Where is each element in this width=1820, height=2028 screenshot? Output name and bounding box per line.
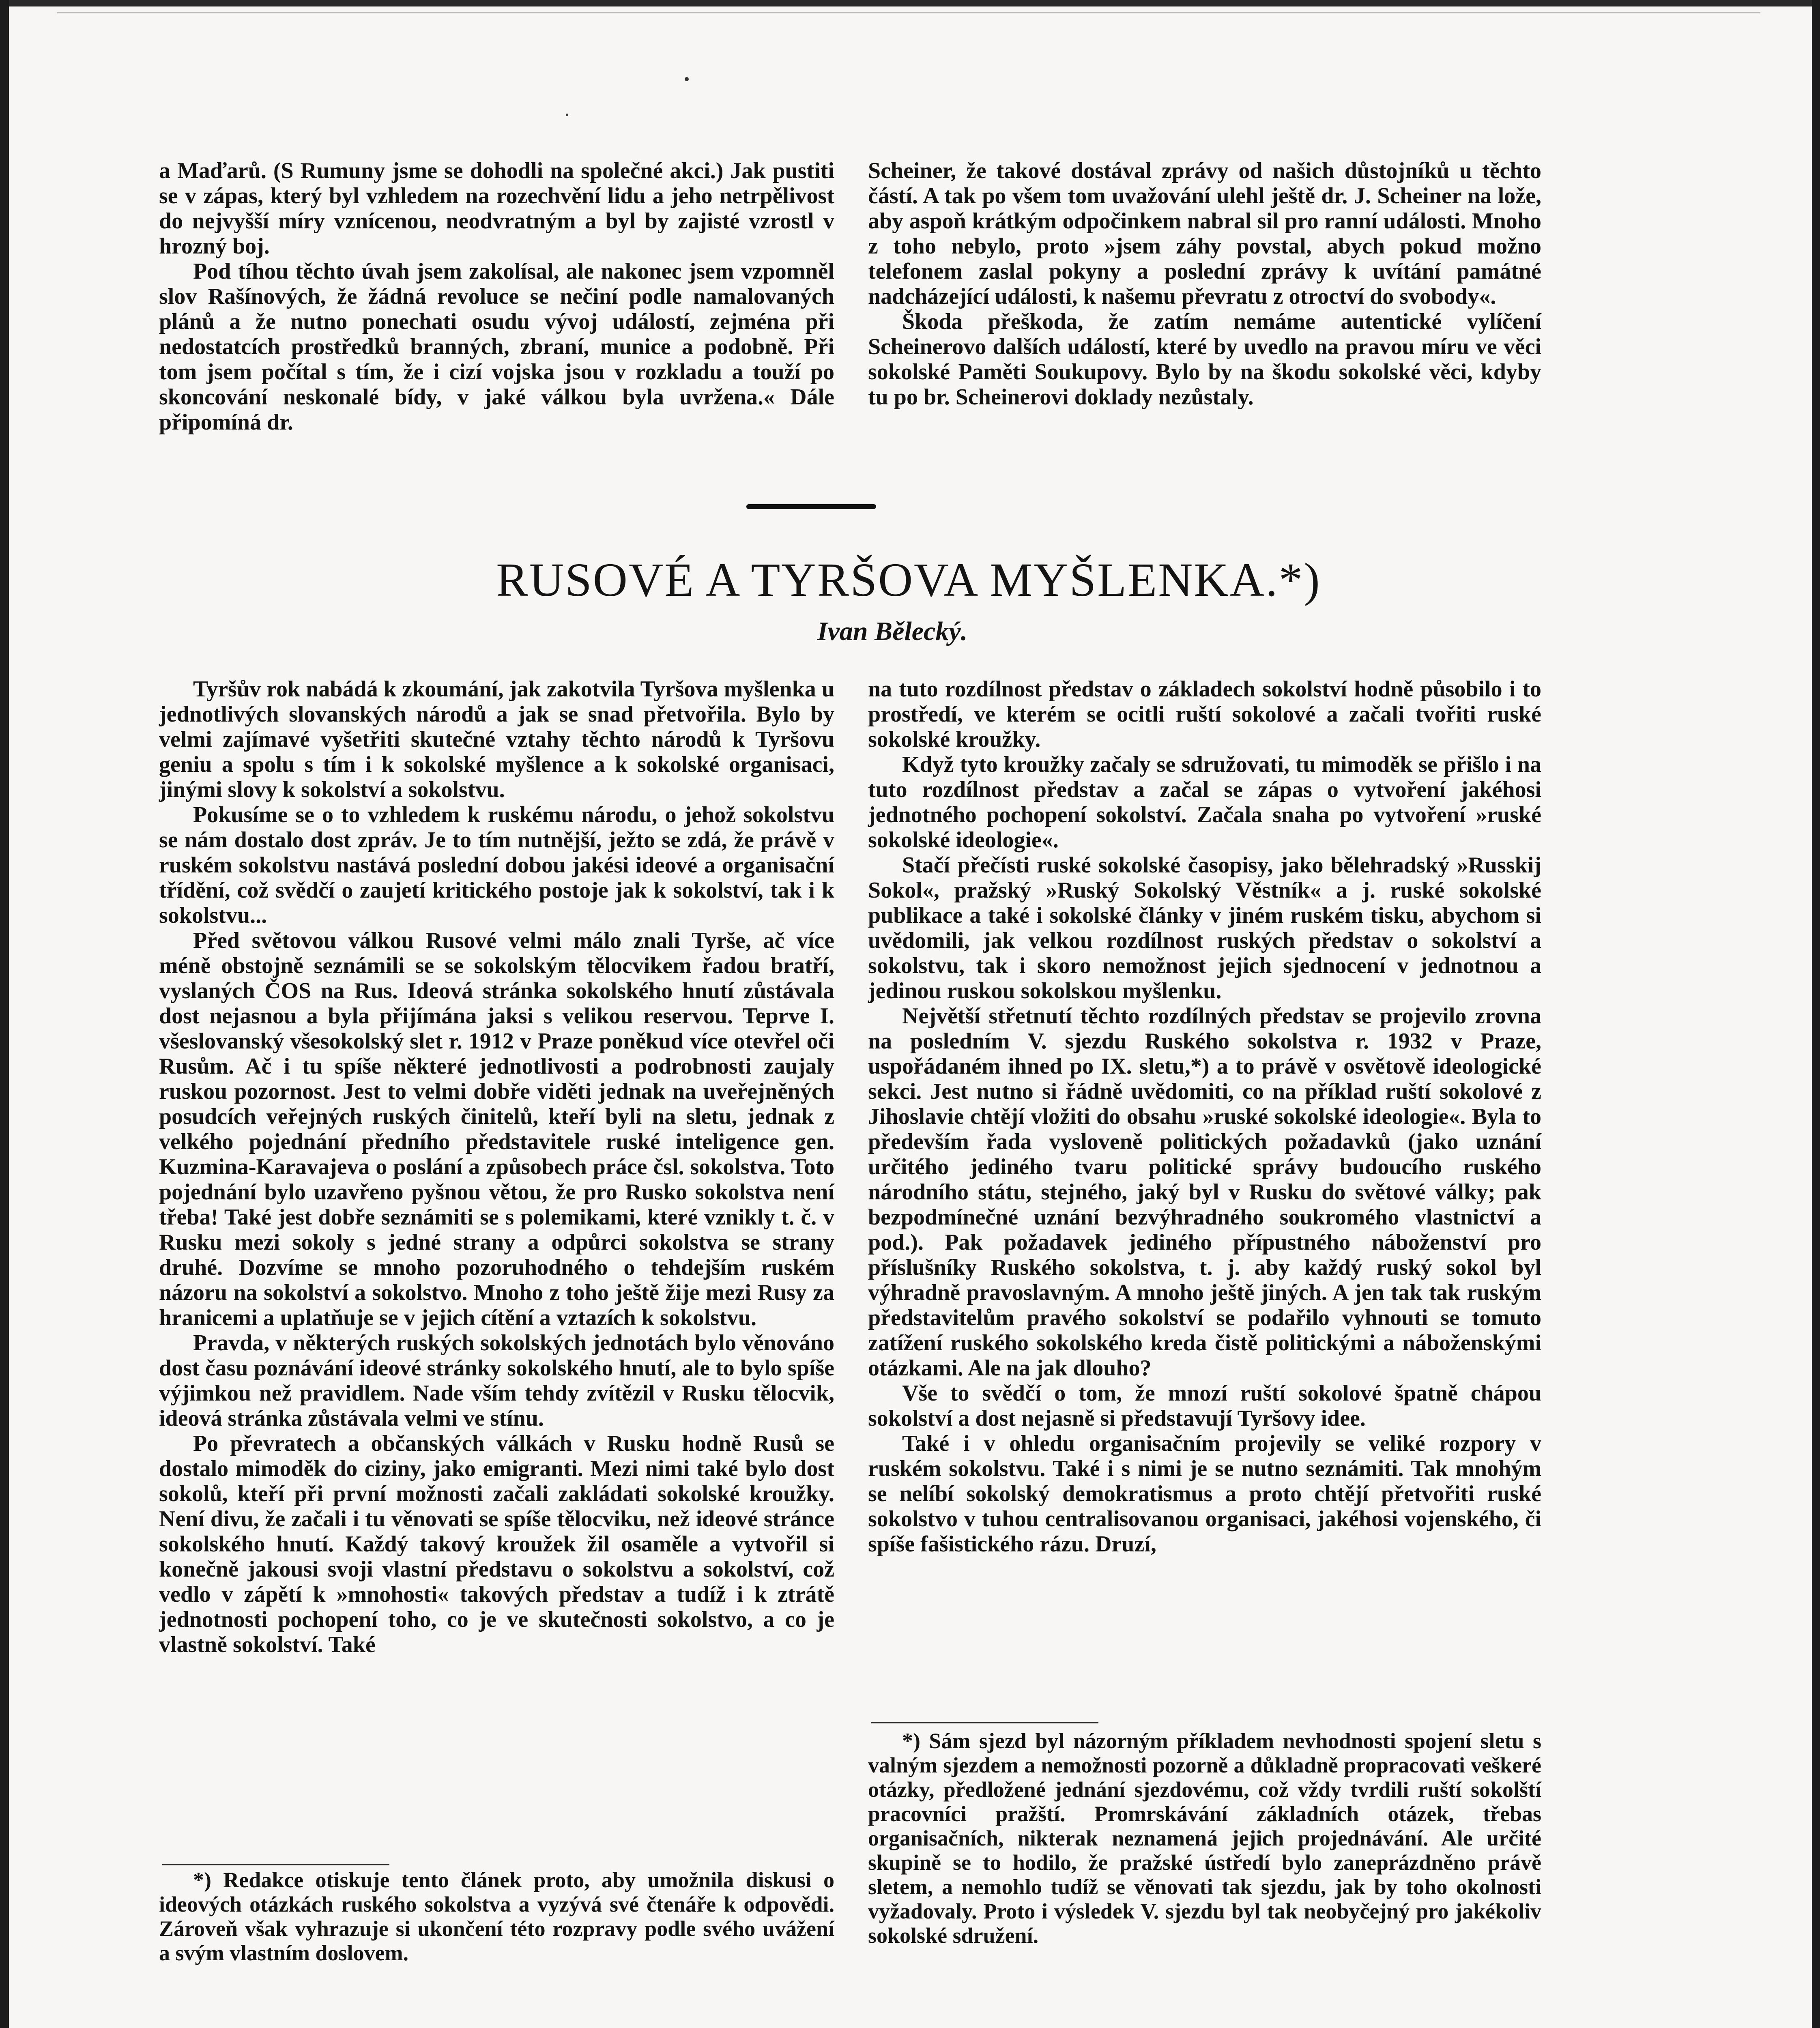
paragraph: Když tyto kroužky začaly se sdružovati, tu mimoděk se přišlo i na tuto rozdílnost představ a začal se zápas o vytvoření jakéhosi jednotného pochopení sokolství. Začala snaha po vytvoření »ruské sokolské ideologie«. [868,752,1541,853]
paragraph: Škoda přeškoda, že zatím nemáme autentické vylíčení Scheinerovo dalších událostí, které by uvedlo na pravou míru ve věci sokolské Paměti Soukupovy. Bylo by na škodu sokolské věci, kdyby tu po br. Scheinerovi doklady nezůstaly. [868,309,1541,410]
section-separator [746,504,876,509]
scan-border-top [0,0,1820,6]
paragraph: Po převratech a občanských válkách v Rusku hodně Rusů se dostalo mimoděk do ciziny, jako emigranti. Mezi nimi také bylo dost sokolů, kteří při první možnosti začali zakládati sokolské kroužky. Není divu, že začali i tu věnovati se spíše tělocviku, než ideové stránce sokolského hnutí. Každý takový kroužek žil osaměle a vytvořil si konečně jakousi svoji vlastní představu o sokolstvu a sokolství, což vedlo v zápětí k »mnohosti« takových představ a tudíž i k ztrátě jednotnosti pochopení toho, co je ve skutečnosti sokolstvo, a co je vlastně sokolství. Také [159,1431,834,1657]
paragraph: Pravda, v některých ruských sokolských jednotách bylo věnováno dost času poznávání ideové stránky sokolského hnutí, ale to bylo spíše výjimkou než pravidlem. Nade vším tehdy zvítězil v Rusku tělocvik, ideová stránka zůstávala velmi ve stínu. [159,1330,834,1431]
footnote-text: *) Redakce otiskuje tento článek proto, aby umožnila diskusi o ideových otázkách ruského sokolstva a vyzývá své čtenáře k odpovědi. Zároveň však vyhrazuje si ukončení této rozpravy podle svého uvážení a svým vlastním doslovem. [159,1868,834,1965]
paragraph: Také i v ohledu organisačním projevily se veliké rozpory v ruském sokolstvu. Také i s nimi je se nutno seznámiti. Tak mnohým se nelíbí sokolský demokratismus a proto chtějí přetvořiti ruské sokolstvo v tuhou centralisovanou organisaci, jakéhosi vojenského, či spíše fašistického rázu. Druzí, [868,1431,1541,1557]
paragraph: na tuto rozdílnost představ o základech sokolství hodně působilo i to prostředí, ve kterém se ocitli ruští sokolové a začali tvořiti ruské sokolské kroužky. [868,677,1541,752]
congress-footnote [868,1729,1541,2004]
article-title: RUSOVÉ A TYRŠOVA MYŠLENKA.*) [496,553,1321,606]
paragraph: Stačí přečísti ruské sokolské časopisy, jako bělehradský »Russkij Sokol«, pražský »Ruský Sokolský Věstník« a j. ruské sokolské publikace a také i sokolské články v jiném ruském tisku, abychom si uvědomili, jak velkou rozdílnost ruských představ o sokolství a sokolstvu, tak i skoro nemožnost jejich sjednocení v jednotnou a jedinou ruskou sokolskou myšlenku. [868,853,1541,1003]
paragraph: a Maďarů. (S Rumuny jsme se dohodli na společné akci.) Jak pustiti se v zápas, který byl vzhledem na rozechvění lidu a jeho netrpělivost do nejvyšší míry vznícenou, neodvratným a byl by zajisté vzrostl v hrozný boj. [159,158,834,259]
scan-border-right [1812,0,1820,2028]
paragraph: Vše to svědčí o tom, že mnozí ruští sokolové špatně chápou sokolství a dost nejasně si představují Tyršovy idee. [868,1381,1541,1431]
scan-top-line [57,12,1760,13]
footnote-rule [871,1722,1098,1723]
paragraph: Před světovou válkou Rusové velmi málo znali Tyrše, ač více méně obstojně seznámili se se sokolským tělocvikem řadou bratří, vyslaných ČOS na Rus. Ideová stránka sokolského hnutí zůstávala dost nejasnou a byla přijímána jaksi s velikou reservou. Teprve I. všeslovanský všesokolský slet r. 1912 v Praze poněkud více otevřel oči Rusům. Ač i tu spíše některé jednotlivosti a podrobnosti zaujaly ruskou pozornost. Jest to velmi dobře viděti jednak na uveřejněných posudcích veřejných ruských činitelů, kteří byli na sletu, jednak z velkého pojednání předního představitele ruské inteligence gen. Kuzmina-Karavajeva o poslání a způsobech práce čsl. sokolstva. Toto pojednání bylo uzavřeno pyšnou větou, že pro Rusko sokolstva není třeba! Také jest dobře seznámiti se s polemikami, které vznikly t. č. v Rusku mezi sokoly s jedné strany a odpůrci sokolstva se strany druhé. Dozvíme se mnoho pozoruhodného o tehdejším ruském názoru na sokolství a sokolstvo. Mnoho z toho ještě žije mezi Rusy za hranicemi a uplatňuje se v jejich cítění a vztazích k sokolstvu. [159,928,834,1330]
editorial-footnote [159,1868,834,2002]
scan-border-left [0,0,9,2028]
article-author: Ivan Bělecký. [817,617,968,646]
paragraph: Tyršův rok nabádá k zkoumání, jak zakotvila Tyršova myšlenka u jednotlivých slovanských národů a jak se snad přetvořila. Bylo by velmi zajímavé vyšetřiti skutečné vztahy těchto národů k Tyršovu geniu a spolu s tím i k sokolské myšlence a k sokolské organisaci, jinými slovy k sokolství a sokolstvu. [159,677,834,802]
footnote-text: *) Sám sjezd byl názorným příkladem nevhodnosti spojení sletu s valným sjezdem a nemožnosti pozorně a důkladně propracovati veškeré otázky, předložené jednání sjezdovému, což vždy tvrdili ruští sokolští pracovníci pražští. Promrskávání základních otázek, třebas organisačních, nikterak neznamená jejich projednávání. Ale určité skupině se to hodilo, že pražské ústředí bylo zaneprázdněno právě sletem, a nemohlo tudíž se věnovati tak sjezdu, jak by toho okolnosti vyžadovaly. Proto i výsledek V. sjezdu byl tak neobyčejný pro jakékoliv sokolské sdružení. [868,1729,1541,1948]
paragraph: Scheiner, že takové dostával zprávy od našich důstojníků u těchto částí. A tak po všem tom uvažování ulehl ještě dr. J. Scheiner na lože, aby aspoň krátkým odpočinkem nabral sil pro ranní události. Mnoho z toho nebylo, proto »jsem záhy povstal, abych pokud možno telefonem zaslal pokyny a poslední zprávy k uvítání památné nadcházející události, k našemu převratu z otroctví do svobody«. [868,158,1541,309]
article-left-column [159,677,834,1867]
paragraph: Pokusíme se o to vzhledem k ruskému národu, o jehož sokolstvu se nám dostalo dost zpráv. Je to tím nutnější, ježto se zdá, že právě v ruském sokolstvu nastává poslední dobou jakési ideové a organisační třídění, což svědčí o zaujetí kritického postoje jak k sokolství, tak i k sokolstvu... [159,802,834,928]
scan-speck [566,114,568,116]
paragraph: Pod tíhou těchto úvah jsem zakolísal, ale nakonec jsem vzpomněl slov Rašínových, že žádná revoluce se nečiní podle namalovaných plánů a že nutno ponechati osudu vývoj událostí, zejména při nedostatcích prostředků branných, zbraní, munice a podobně. Při tom jsem počítal s tím, že i cizí vojska jsou v rozkladu a touží po skoncování neskonalé bídy, v jaké válkou byla uvržena.« Dále připomíná dr. [159,259,834,435]
previous-article-left-column [159,158,834,466]
paragraph: Největší střetnutí těchto rozdílných představ se projevilo zrovna na posledním V. sjezdu Ruského sokolstva r. 1932 v Praze, uspořádaném ihned po IX. sletu,*) a to právě v osvětově ideologické sekci. Jest nutno si řádně uvědomiti, co na příklad ruští sokolové z Jihoslavie chtějí vložiti do obsahu »ruské sokolské ideologie«. Byla to především řada vysloveně politických požadavků (jako uznání určitého jediného tvaru politické správy budoucího ruského národního státu, stejného, jaký byl v Rusku do světové války; pak bezpodmínečné uznání bezvýhradného soukromého vlastnictví a pod.). Pak požadavek jediného přípustného náboženství pro příslušníky Ruského sokolstva, t. j. aby každý ruský sokol byl výhradně pravoslavným. A mnoho ještě jiných. A jen tak tak ruským představitelům pravého sokolství se podařilo vyhnouti se tomuto zatížení ruského sokolského kreda čistě politickými a náboženskými otázkami. Ale na jak dlouho? [868,1003,1541,1381]
scan-speck [685,77,689,81]
previous-article-right-column [868,158,1541,466]
article-right-column [868,677,1541,1719]
footnote-rule [162,1864,389,1865]
